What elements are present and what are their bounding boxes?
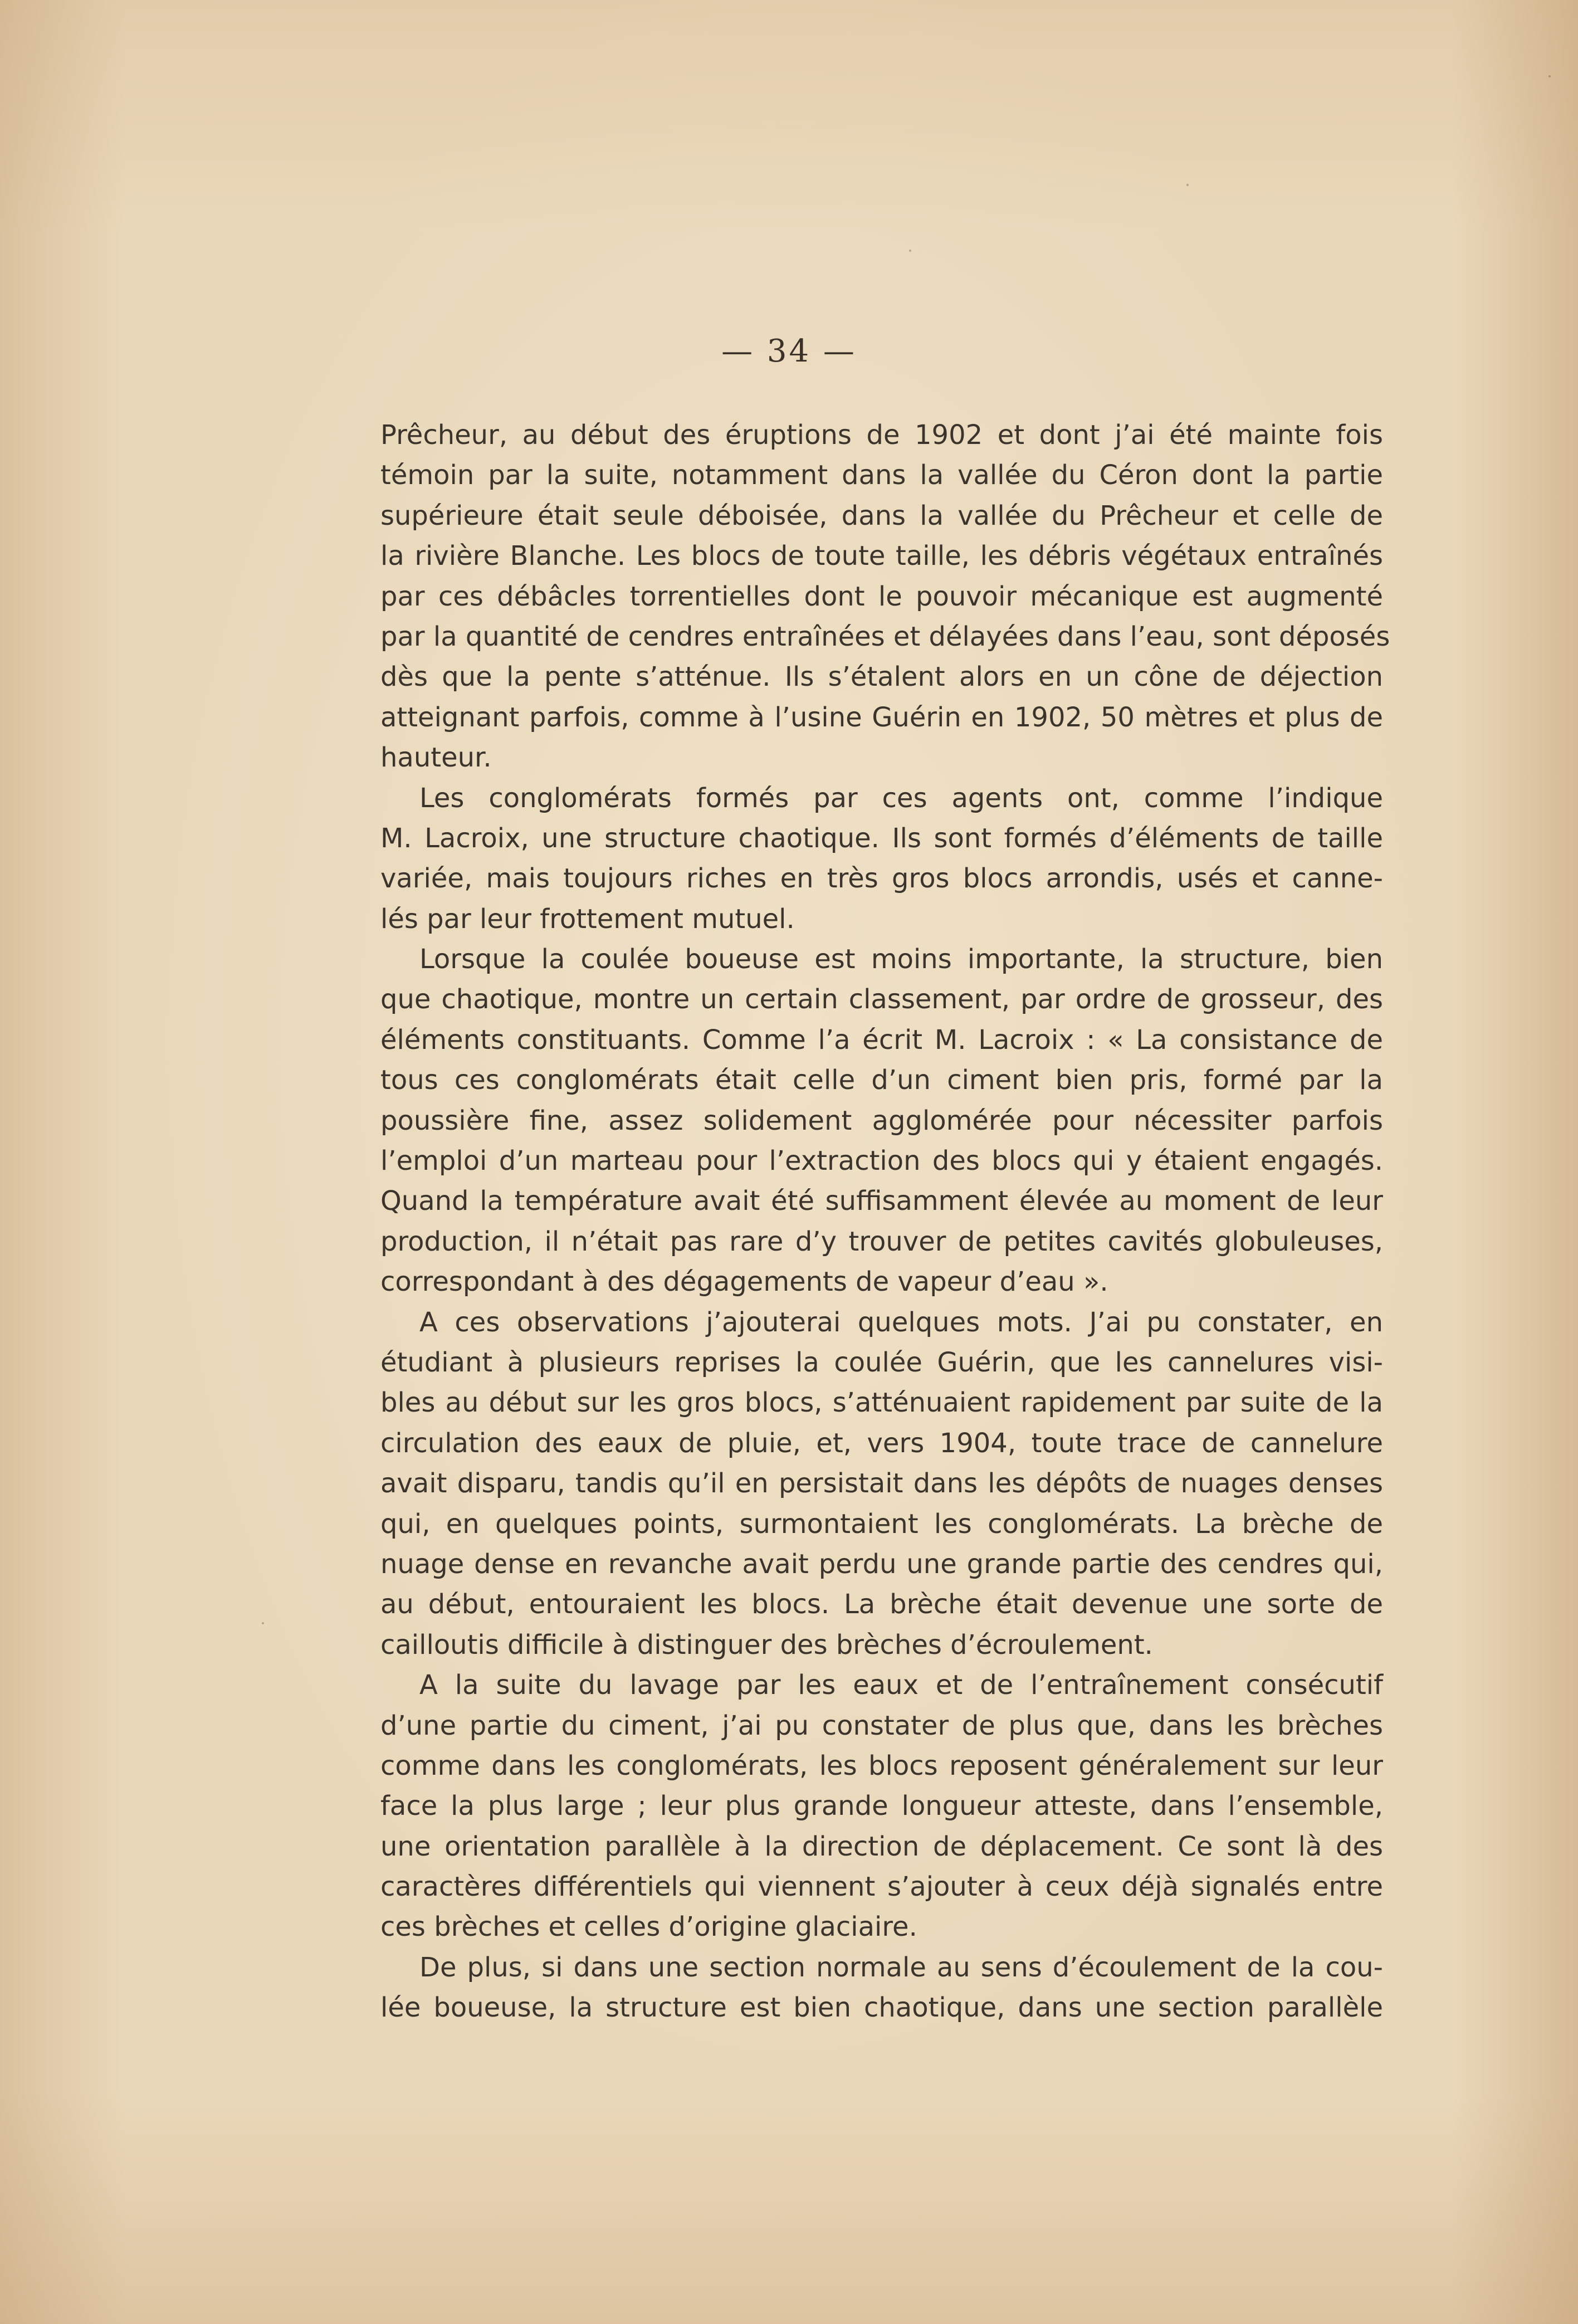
text-line: témoin par la suite, notamment dans la vallée du Céron dont la partie [380,460,1383,491]
text-line: par ces débâcles torrentielles dont le pouvoir mécanique est augmenté [380,580,1383,612]
text-line: cailloutis difficile à distinguer des brèches d’écroulement. [380,1629,1153,1661]
text-line: lés par leur frottement mutuel. [380,903,795,935]
text-line: par la quantité de cendres entraînées et délayées dans l’eau, sont déposés [380,621,1390,652]
text-line: circulation des eaux de pluie, et, vers 1904, toute trace de cannelure [380,1427,1383,1459]
page-number: — 34 — [721,333,857,369]
text-line: De plus, si dans une section normale au sens d’écoulement de la cou- [419,1951,1383,1983]
text-line: poussière fine, assez solidement agglomérée pour nécessiter parfois [380,1105,1383,1136]
text-line: hauteur. [380,742,492,774]
text-line: qui, en quelques points, surmontaient les conglomérats. La brèche de [380,1508,1383,1540]
text-line: supérieure était seule déboisée, dans la vallée du Prêcheur et celle de [380,500,1383,531]
text-line: M. Lacroix, une structure chaotique. Ils sont formés d’éléments de taille [380,822,1383,854]
paper-speck [1186,184,1189,186]
text-line: Les conglomérats formés par ces agents ont, comme l’indique [419,782,1383,814]
paper-speck [262,1622,264,1624]
text-line: caractères différentiels qui viennent s’ajouter à ceux déjà signalés entre [380,1871,1383,1903]
text-line: ces brèches et celles d’origine glaciaire. [380,1911,917,1943]
paper-speck [909,250,911,252]
text-line: dès que la pente s’atténue. Ils s’étalent alors en un cône de déjection [380,661,1383,693]
text-line: que chaotique, montre un certain classement, par ordre de grosseur, des [380,984,1383,1015]
text-line: lée boueuse, la structure est bien chaotique, dans une section parallèle [380,1992,1383,2024]
paper-speck [1548,75,1551,77]
text-line: atteignant parfois, comme à l’usine Guérin en 1902, 50 mètres et plus de [380,701,1383,733]
text-line: production, il n’était pas rare d’y trouver de petites cavités globuleuses, [380,1226,1383,1257]
text-line: bles au début sur les gros blocs, s’atténuaient rapidement par suite de la [380,1387,1383,1419]
text-line: face la plus large ; leur plus grande longueur atteste, dans l’ensemble, [380,1790,1383,1822]
text-line: éléments constituants. Comme l’a écrit M. Lacroix : « La consistance de [380,1024,1383,1056]
text-line: Lorsque la coulée boueuse est moins importante, la structure, bien [419,944,1383,975]
text-line: étudiant à plusieurs reprises la coulée Guérin, que les cannelures visi- [380,1346,1383,1378]
text-line: variée, mais toujours riches en très gros blocs arrondis, usés et canne- [380,863,1383,895]
text-line: au début, entouraient les blocs. La brèche était devenue une sorte de [380,1589,1383,1620]
body-text [380,415,1390,2028]
text-line: comme dans les conglomérats, les blocs reposent généralement sur leur [380,1750,1383,1781]
text-line: Prêcheur, au début des éruptions de 1902 et dont j’ai été mainte fois [380,419,1383,451]
text-line: A ces observations j’ajouterai quelques mots. J’ai pu constater, en [419,1306,1383,1338]
text-line: d’une partie du ciment, j’ai pu constater de plus que, dans les brèches [380,1710,1383,1741]
text-line: la rivière Blanche. Les blocs de toute taille, les débris végétaux entraînés [380,540,1383,572]
text-line: A la suite du lavage par les eaux et de l’entraînement consécutif [419,1669,1383,1701]
text-line: avait disparu, tandis qu’il en persistait dans les dépôts de nuages denses [380,1468,1383,1500]
text-line: une orientation parallèle à la direction de déplacement. Ce sont là des [380,1830,1383,1862]
text-line: l’emploi d’un marteau pour l’extraction des blocs qui y étaient engagés. [380,1145,1383,1177]
text-line: Quand la température avait été suffisamment élevée au moment de leur [380,1185,1383,1217]
text-line: nuage dense en revanche avait perdu une grande partie des cendres qui, [380,1548,1383,1580]
text-line: tous ces conglomérats était celle d’un ciment bien pris, formé par la [380,1065,1383,1096]
text-line: correspondant à des dégagements de vapeur d’eau ». [380,1266,1108,1298]
